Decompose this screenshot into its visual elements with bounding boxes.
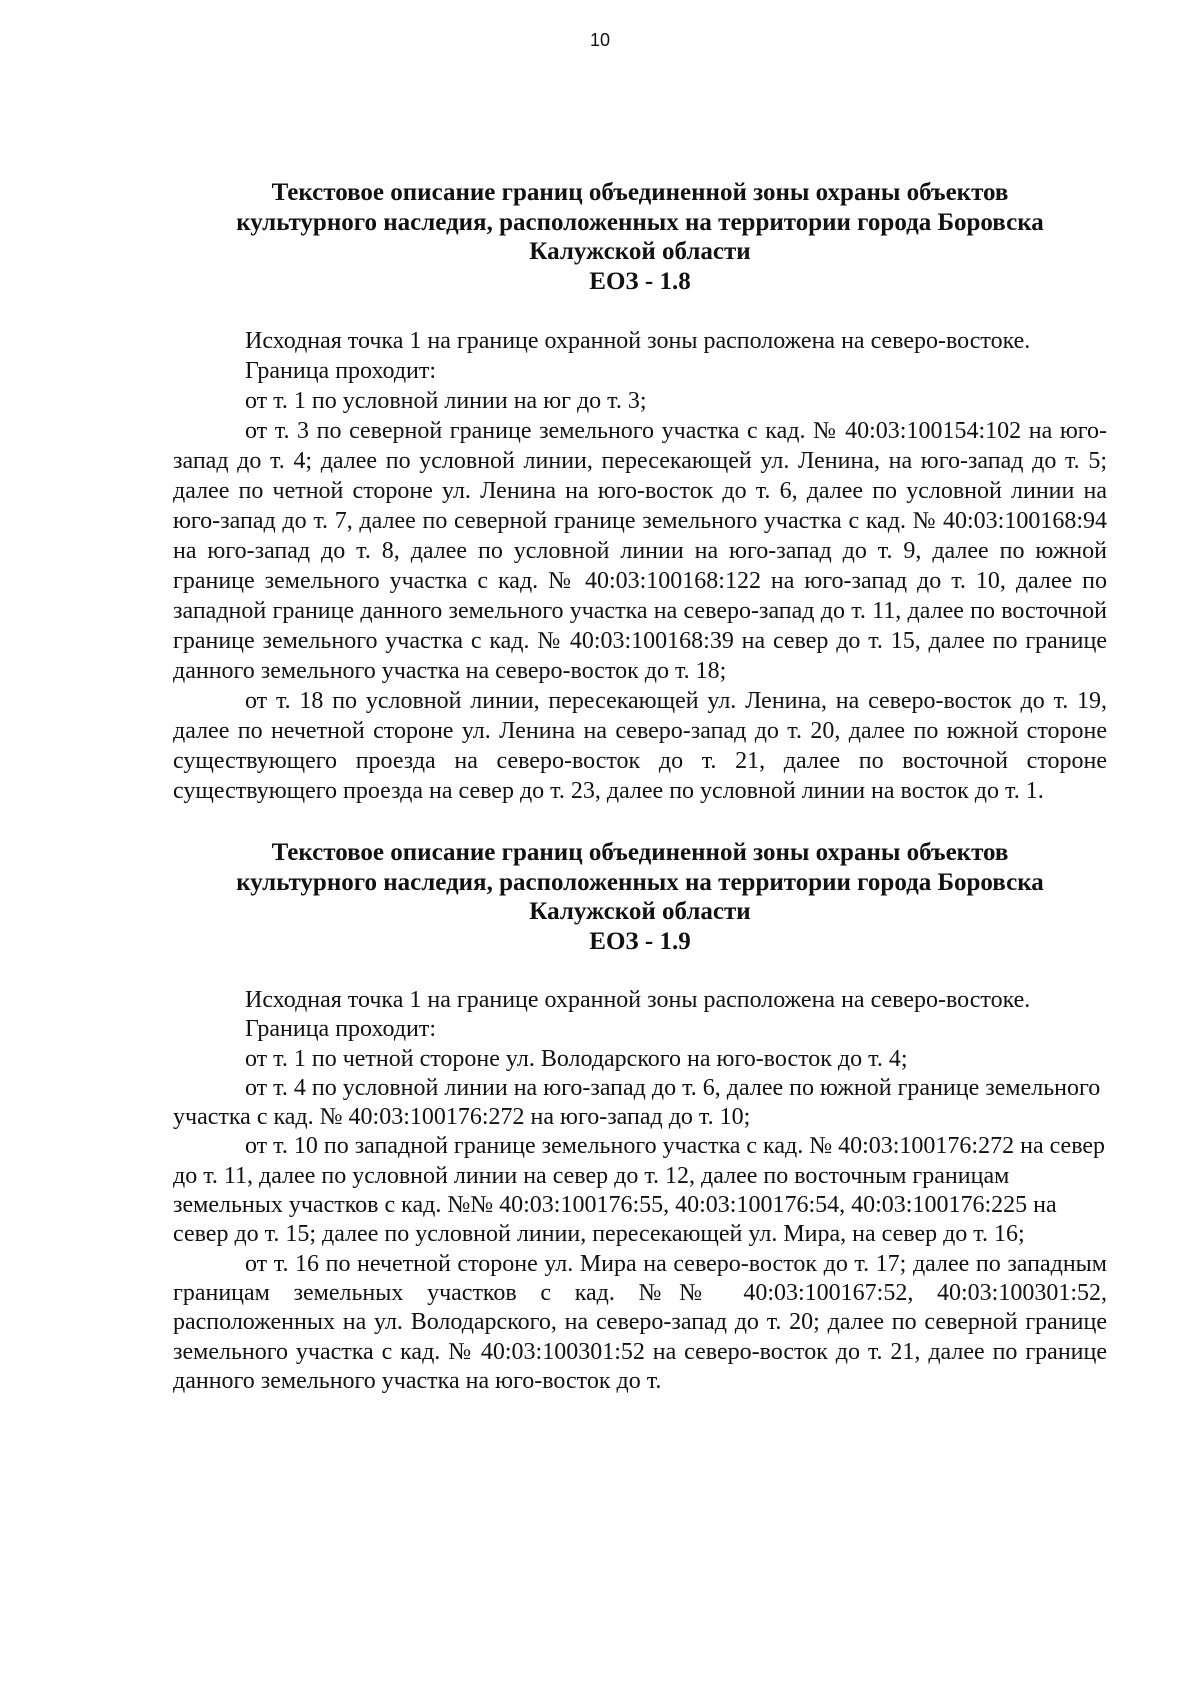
section-heading-eoz-1-8 <box>173 178 1107 296</box>
section-body-eoz-1-9 <box>173 986 1107 1396</box>
paragraph-start-point: Исходная точка 1 на границе охранной зоны расположена на северо-востоке. <box>245 328 1031 354</box>
paragraph-boundary-segment: от т. 16 по нечетной стороне ул. Мира на северо-восток до т. 17; далее по западным границам земельных участков с кад. №№ 40:03:100167:52, 40:03:100301:52, расположенных на ул. Володарского, на северо-запад до т. 20; далее по северной границе земельного участка с кад. № 40:03:100301:52 на северо-восток до т. 21, далее по границе данного земельного участка на юго-восток до т. <box>173 1250 1107 1394</box>
heading-line: культурного наследия, расположенных на территории города Боровска <box>236 868 1044 896</box>
document-body <box>173 178 1107 1396</box>
paragraph-boundary-segment: от т. 3 по северной границе земельного участка с кад. № 40:03:100154:102 на юго-запад до т. 4; далее по условной линии, пересекающей ул. Ленина, на юго-запад до т. 5; далее по четной стороне ул. Ленина на юго-восток до т. 6, далее по условной линии на юго-запад до т. 7, далее по северной границе земельного участка с кад. № 40:03:100168:94 на юго-запад до т. 8, далее по условной линии на юго-запад до т. 9, далее по южной границе земельного участка с кад. № 40:03:100168:122 на юго-запад до т. 10, далее по западной границе данного земельного участка на северо-запад до т. 11, далее по восточной границе земельного участка с кад. № 40:03:100168:39 на север до т. 15, далее по границе данного земельного участка на северо-восток до т. 18; <box>173 418 1107 684</box>
heading-line: культурного наследия, расположенных на территории города Боровска <box>236 208 1044 236</box>
section-heading-eoz-1-9 <box>173 838 1107 956</box>
paragraph-boundary-segment: от т. 18 по условной линии, пересекающей ул. Ленина, на северо-восток до т. 19, далее по нечетной стороне ул. Ленина на северо-запад до т. 20, далее по южной стороне существующего проезда на северо-восток до т. 21, далее по восточной стороне существующего проезда на север до т. 23, далее по условной линии на восток до т. 1. <box>173 688 1107 804</box>
paragraph-boundary-segment: от т. 1 по четной стороне ул. Володарского на юго-восток до т. 4; <box>245 1045 908 1072</box>
paragraph-boundary-segment: от т. 4 по условной линии на юго-запад до т. 6, далее по южной границе земельного участка с кад. № 40:03:100176:272 на юго-запад до т. 10; <box>173 1074 1101 1131</box>
heading-line: Текстовое описание границ объединенной зоны охраны объектов <box>271 839 1009 866</box>
page-number: 10 <box>589 30 611 50</box>
section-body-eoz-1-8 <box>173 326 1107 806</box>
zone-code: ЕОЗ - 1.8 <box>589 267 691 295</box>
paragraph-border-intro: Граница проходит: <box>245 358 437 384</box>
paragraph-boundary-segment: от т. 1 по условной линии на юг до т. 3; <box>245 388 647 414</box>
zone-code: ЕОЗ - 1.9 <box>589 927 691 955</box>
heading-line: Калужской области <box>529 898 751 925</box>
paragraph-start-point: Исходная точка 1 на границе охранной зоны расположена на северо-востоке. <box>245 987 1031 1013</box>
heading-line: Текстовое описание границ объединенной зоны охраны объектов <box>271 179 1009 206</box>
heading-line: Калужской области <box>529 238 751 265</box>
paragraph-boundary-segment: от т. 10 по западной границе земельного участка с кад. № 40:03:100176:272 на север до т. 11, далее по условной линии на север до т. 12, далее по восточным границам земельных участков с кад. №№ 40:03:100176:55, 40:03:100176:54, 40:03:100176:225 на север до т. 15; далее по условной линии, пересекающей ул. Мира, на север до т. 16; <box>173 1133 1106 1248</box>
paragraph-border-intro: Граница проходит: <box>245 1016 437 1043</box>
